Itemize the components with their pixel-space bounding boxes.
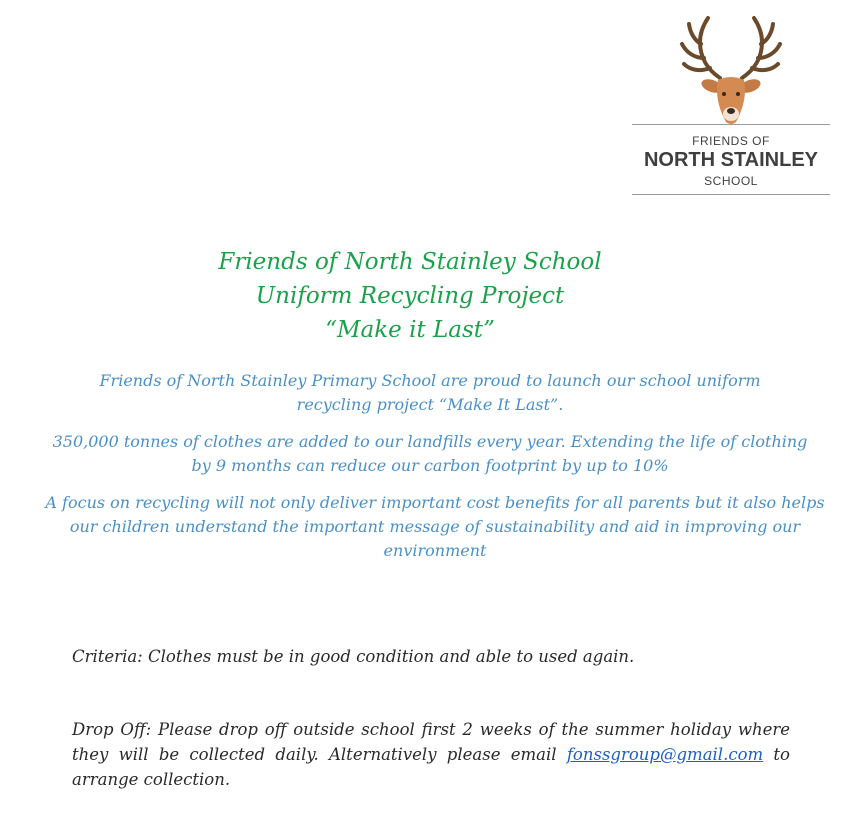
intro-paragraph-launch: Friends of North Stainley Primary School are proud to launch our school uniform recycling project “Make It Last”. xyxy=(99,371,761,414)
logo-text-school: SCHOOL xyxy=(704,174,758,188)
logo-divider-top xyxy=(632,124,830,125)
deer-icon xyxy=(670,14,792,124)
page-title-line-3: “Make it Last” xyxy=(325,317,495,343)
intro-paragraph-landfill: 350,000 tonnes of clothes are added to our landfills every year. Extending the life of clothing by 9 months can reduce our carbon footprint by up to 10% xyxy=(52,432,808,475)
dropoff-text-after: to arrange collection. xyxy=(72,745,790,789)
dropoff-text-before: Drop Off: Please drop off outside school first 2 weeks of the summer holiday where they will be collected daily. Alternatively please email xyxy=(72,720,790,764)
intro-paragraph-sustainability: A focus on recycling will not only deliver important cost benefits for all parents but it also helps our children understand the important message of sustainability and aid in improving our environment xyxy=(45,493,825,560)
email-link[interactable]: fonssgroup@gmail.com xyxy=(566,745,764,764)
page-title-line-1: Friends of North Stainley School xyxy=(218,249,602,275)
page-title-line-2: Uniform Recycling Project xyxy=(255,283,565,309)
logo-text-north-stainley: NORTH STAINLEY xyxy=(643,149,819,171)
school-logo xyxy=(632,14,830,196)
logo-divider-bottom xyxy=(632,194,830,195)
logo-text-friends-of: FRIENDS OF xyxy=(692,134,770,148)
criteria-text: Criteria: Clothes must be in good condition and able to used again. xyxy=(72,647,635,666)
dropoff-paragraph xyxy=(72,717,790,792)
